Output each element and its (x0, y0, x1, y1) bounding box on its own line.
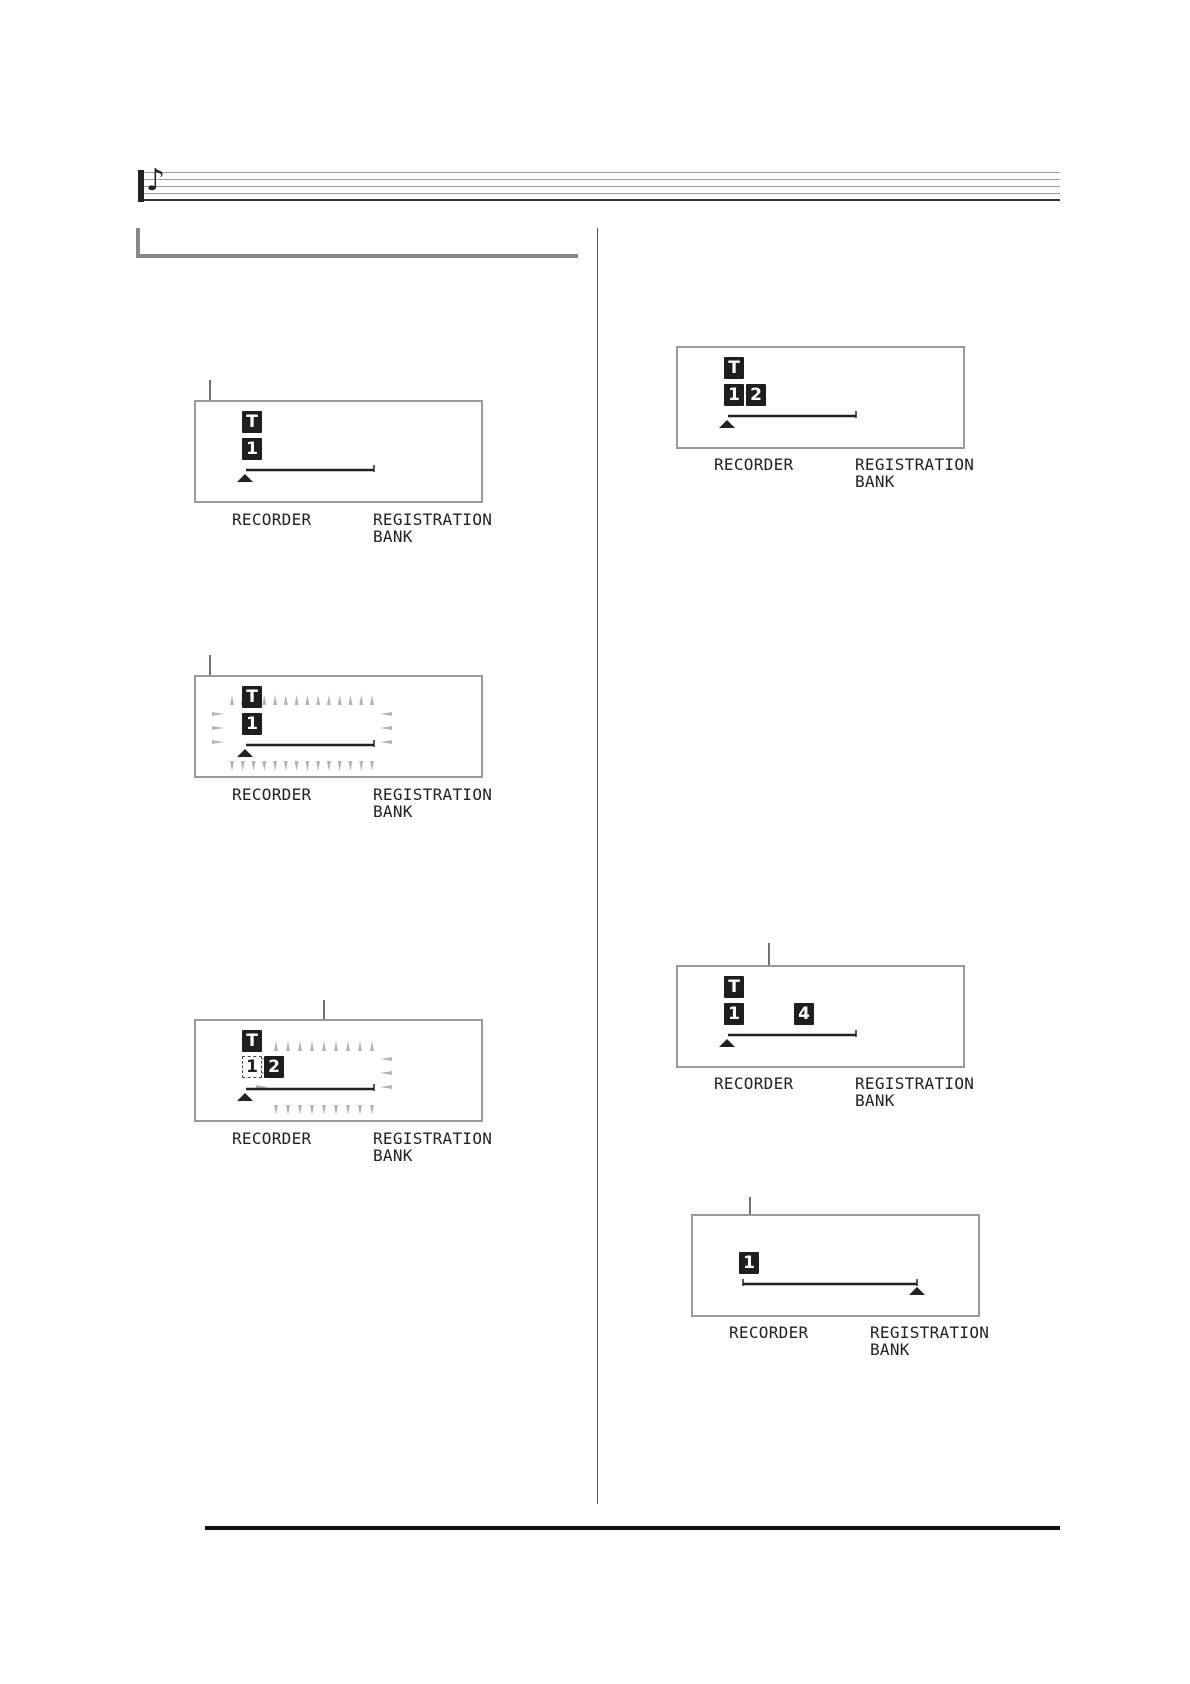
recorder-label: RECORDER (232, 785, 312, 804)
flash-tick (286, 1105, 290, 1115)
lcd-display-1 (194, 400, 483, 503)
flash-tick (212, 740, 224, 744)
flash-tick (252, 761, 256, 771)
recorder-label: RECORDER (729, 1323, 809, 1342)
segment-digit: 1 (739, 1252, 759, 1274)
progress-track (678, 967, 967, 1070)
bank-label: BANK (373, 802, 413, 821)
registration-label: REGISTRATION (870, 1323, 990, 1342)
flash-tick (241, 761, 245, 771)
lcd-display-4 (676, 346, 965, 449)
registration-label: REGISTRATION (373, 1129, 493, 1148)
position-marker-icon (719, 420, 735, 428)
flash-tick (230, 695, 234, 705)
recorder-label: RECORDER (232, 1129, 312, 1148)
flash-tick (298, 1041, 302, 1051)
bank-label: BANK (855, 472, 895, 491)
progress-track (693, 1216, 982, 1319)
progress-track (196, 402, 485, 505)
flash-tick (298, 1105, 302, 1115)
position-marker-icon (237, 1093, 253, 1101)
segment-digit: 4 (794, 1003, 814, 1025)
flash-tick (316, 695, 320, 705)
registration-label: REGISTRATION (373, 785, 493, 804)
flash-tick (380, 712, 392, 716)
flash-tick (359, 761, 363, 771)
flash-tick (380, 1071, 392, 1075)
flashing-indicator (196, 1021, 485, 1124)
flash-tick (327, 695, 331, 705)
flash-tick (262, 695, 266, 705)
recorder-label: RECORDER (714, 455, 794, 474)
registration-label: REGISTRATION (855, 455, 975, 474)
segment-digit: 1 (242, 713, 262, 735)
registration-label: REGISTRATION (855, 1074, 975, 1093)
flash-tick (338, 761, 342, 771)
flash-tick (358, 1041, 362, 1051)
flash-tick (322, 1105, 326, 1115)
flash-tick (370, 695, 374, 705)
lcd-display-3 (194, 1019, 483, 1122)
segment-t: T (242, 1030, 262, 1052)
flash-tick (322, 1041, 326, 1051)
eighth-note-icon: ♪ (146, 163, 166, 198)
flash-tick (346, 1041, 350, 1051)
footer-rule (205, 1526, 1060, 1530)
flash-tick (359, 695, 363, 705)
flash-tick (348, 695, 352, 705)
bank-label: BANK (870, 1340, 910, 1359)
flash-tick (310, 1041, 314, 1051)
flash-tick (334, 1105, 338, 1115)
position-marker-icon (909, 1287, 925, 1295)
flash-tick (327, 761, 331, 771)
flash-tick (273, 695, 277, 705)
staff-bar (138, 170, 144, 202)
flash-tick (310, 1105, 314, 1115)
flash-tick (348, 761, 352, 771)
header-staff (138, 163, 1060, 202)
flash-tick (370, 761, 374, 771)
segment-digit-flashing: 1 (242, 1056, 262, 1078)
progress-track (678, 348, 967, 451)
position-marker-icon (719, 1039, 735, 1047)
segment-t: T (724, 976, 744, 998)
segment-digit: 1 (724, 1003, 744, 1025)
segment-digit: 1 (242, 438, 262, 460)
flash-tick (316, 761, 320, 771)
flashing-indicator (196, 677, 485, 780)
flash-tick (295, 695, 299, 705)
segment-t: T (724, 357, 744, 379)
flash-tick (380, 1057, 392, 1061)
flash-tick (338, 695, 342, 705)
flash-tick (370, 1041, 374, 1051)
flash-tick (334, 1041, 338, 1051)
flash-tick (305, 695, 309, 705)
flash-tick (230, 761, 234, 771)
segment-t: T (242, 686, 262, 708)
flash-tick (284, 761, 288, 771)
lcd-display-6 (691, 1214, 980, 1317)
lcd-display-2 (194, 675, 483, 778)
flash-tick (305, 761, 309, 771)
segment-digit: 1 (724, 384, 744, 406)
flash-tick (295, 761, 299, 771)
recorder-label: RECORDER (714, 1074, 794, 1093)
flash-tick (346, 1105, 350, 1115)
bank-label: BANK (373, 527, 413, 546)
flash-tick (286, 1041, 290, 1051)
flash-tick (212, 712, 224, 716)
flash-tick (284, 695, 288, 705)
flash-tick (370, 1105, 374, 1115)
flash-tick (274, 1105, 278, 1115)
flash-tick (380, 1085, 392, 1089)
flash-tick (212, 726, 224, 730)
registration-label: REGISTRATION (373, 510, 493, 529)
recorder-label: RECORDER (232, 510, 312, 529)
flash-tick (380, 740, 392, 744)
position-marker-icon (237, 474, 253, 482)
bank-label: BANK (373, 1146, 413, 1165)
segment-digit: 2 (264, 1056, 284, 1078)
lcd-display-5 (676, 965, 965, 1068)
flash-tick (358, 1105, 362, 1115)
position-marker-icon (237, 749, 253, 757)
flash-tick (274, 1041, 278, 1051)
segment-digit: 2 (746, 384, 766, 406)
section-title-underline (136, 228, 578, 258)
column-divider (597, 228, 598, 1504)
flash-tick (273, 761, 277, 771)
segment-t: T (242, 411, 262, 433)
flash-tick (380, 726, 392, 730)
bank-label: BANK (855, 1091, 895, 1110)
flash-tick (262, 761, 266, 771)
